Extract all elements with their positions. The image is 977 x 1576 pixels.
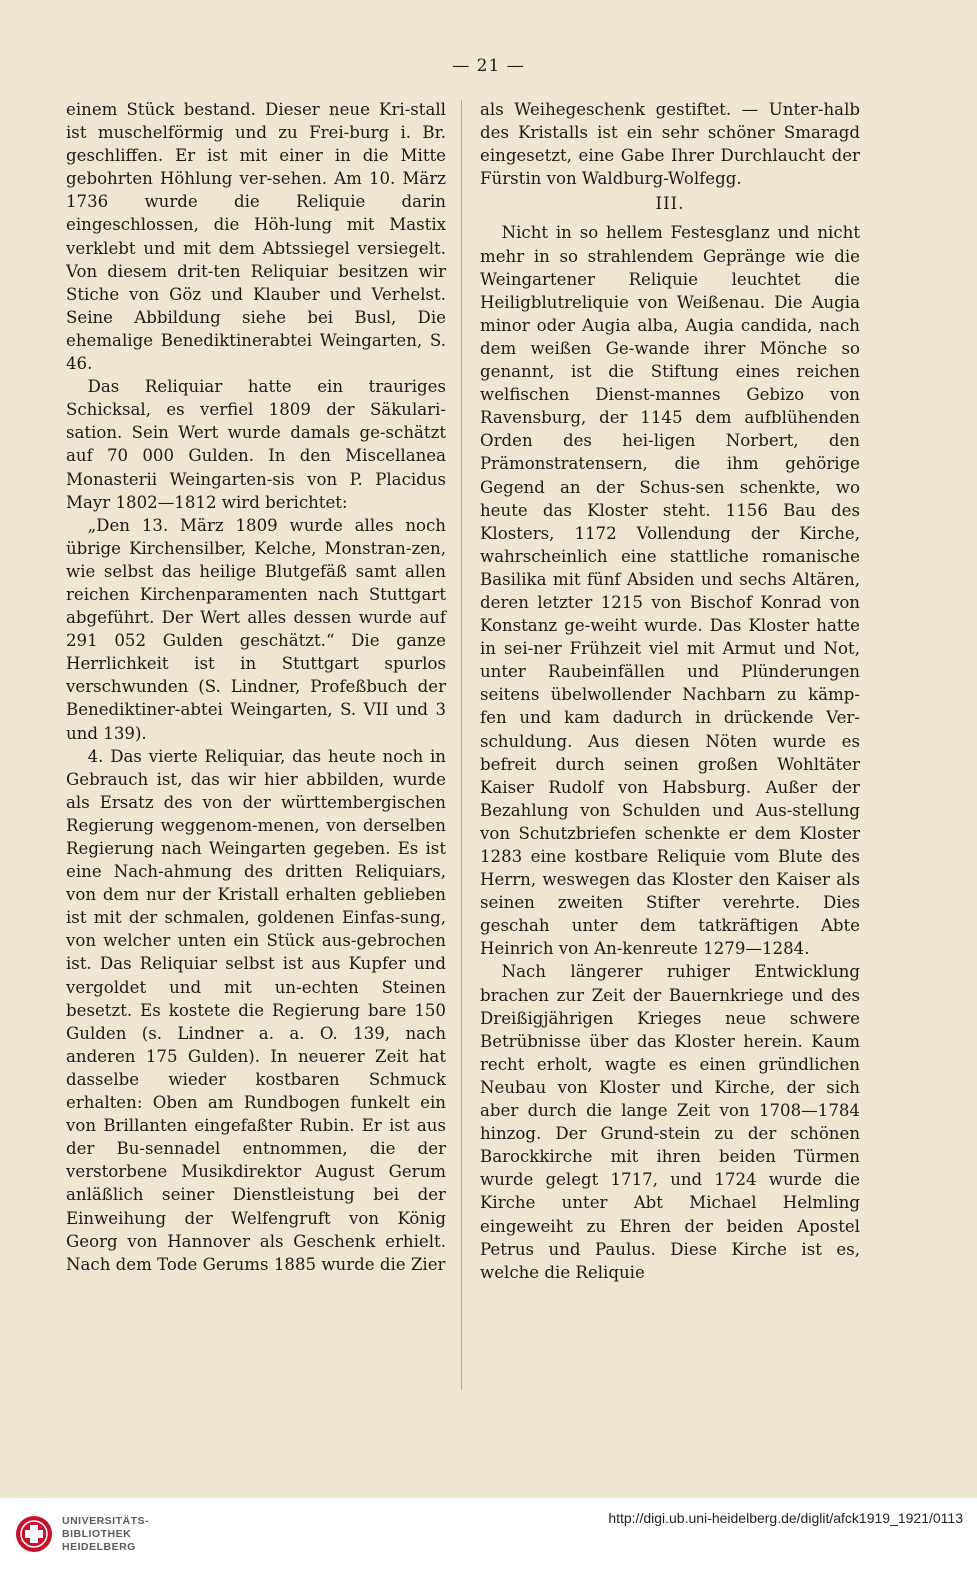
left-column bbox=[66, 98, 446, 1276]
page-number: — 21 — bbox=[452, 56, 525, 76]
paragraph: 4. Das vierte Reliquiar, das heute noch in Gebrauch ist, das wir hier abbilden, wurde als Ersatz des von der württembergischen Regierung weggenom-menen, von derselben Regierung nach Weingarten gegeben. Es ist eine Nach-ahmung des dritten Reliquiars, von dem nur der Kristall erhalten geblieben ist mit der schmalen, goldenen Einfas-sung, von welcher unten ein Stück aus-gebrochen ist. Das Reliquiar selbst ist aus Kupfer und vergoldet und mit un-echten Steinen besetzt. Es kostete die Regierung bare 150 Gulden (s. Lindner a. a. O. 139, nach anderen 175 Gulden). In neuerer Zeit hat dasselbe wieder kostbaren Schmuck erhalten: Oben am Rundbogen funkelt ein von Brillanten eingefaßter Rubin. Er ist aus der Bu-sennadel entnommen, die der verstorbene Musikdirektor August Gerum anläßlich seiner Dienstleistung bei der Einweihung der Welfengruft von König Georg von Hannover als Geschenk erhielt. Nach dem Tode Gerums 1885 wurde die Zier bbox=[66, 746, 446, 1274]
university-seal-icon bbox=[14, 1514, 54, 1554]
paragraph: „Den 13. März 1809 wurde alles noch übrige Kirchensilber, Kelche, Monstran-zen, wie selbst das heilige Blutgefäß samt allen reichen Kirchenparamenten nach Stuttgart abgeführt. Der Wert alles dessen wurde auf 291 052 Gulden geschätzt.“ Die ganze Herrlichkeit ist in Stuttgart spurlos verschwunden (S. Lindner, Profeßbuch der Benediktiner-abtei Weingarten, S. VII und 3 und 139). bbox=[66, 515, 446, 743]
paragraph: einem Stück bestand. Dieser neue Kri-stall ist muschelförmig und zu Frei-burg i. Br. geschliffen. Er ist mit einer in die Mitte gebohrten Höhlung ver-sehen. Am 10. März 1736 wurde die Reliquie darin eingeschlossen, die Höh-lung mit Mastix verklebt und mit dem Abtssiegel versiegelt. Von diesem drit-ten Reliquiar besitzen wir Stiche von Göz und Klauber und Verhelst. Seine Abbildung siehe bei Busl, Die ehemalige Benediktinerabtei Weingarten, S. 46. bbox=[66, 100, 446, 374]
library-logo-text: UNIVERSITÄTS- BIBLIOTHEK HEIDELBERG bbox=[62, 1515, 150, 1553]
right-column bbox=[480, 98, 860, 1284]
source-url-link[interactable]: http://digi.ub.uni-heidelberg.de/diglit/afck1919_1921/0113 bbox=[608, 1510, 963, 1526]
paragraph: Das Reliquiar hatte ein trauriges Schicksal, es verfiel 1809 der Säkulari-sation. Sein Wert wurde damals ge-schätzt auf 70 000 Gulden. In den Miscellanea Monasterii Weingarten-sis von P. Placidus Mayr 1802—1812 wird berichtet: bbox=[66, 377, 446, 512]
section-heading: III. bbox=[655, 194, 685, 214]
column-divider bbox=[461, 100, 462, 1390]
paragraph: Nicht in so hellem Festesglanz und nicht mehr in so strahlendem Gepränge wie die Weingartener Reliquie leuchtet die Heiligblutreliquie von Weißenau. Die Augia minor oder Augia alba, Augia candida, nach dem weißen Ge-wande ihrer Mönche so genannt, ist die Stiftung eines reichen welfischen Dienst-mannes Gebizo von Ravensburg, der 1145 dem aufblühenden Orden des hei-ligen Norbert, den Prämonstratensern, die ihm gehörige Gegend an der Schus-sen schenkte, wo heute das Kloster steht. 1156 Bau des Klosters, 1172 Vollendung der Kirche, wahrscheinlich eine stattliche romanische Basilika mit fünf Absiden und sechs Altären, deren letzter 1215 von Bischof Konrad von Konstanz ge-weiht wurde. Das Kloster hatte in sei-ner Frühzeit viel mit Armut und Not, unter Raubeinfällen und Plünderungen seitens übelwollender Nachbarn zu kämp-fen und kam dadurch in drückende Ver-schuldung. Aus diesen Nöten wurde es befreit durch seinen großen Wohltäter Kaiser Rudolf von Habsburg. Außer der Bezahlung von Schulden und Aus-stellung von Schutzbriefen schenkte er dem Kloster 1283 eine kostbare Reliquie vom Blute des Herrn, weswegen das Kloster den Kaiser als seinen zweiten Stifter verehrte. Dies geschah unter dem tatkräftigen Abte Heinrich von An-kenreute 1279—1284. bbox=[480, 223, 860, 959]
paragraph: als Weihegeschenk gestiftet. — Unter-halb des Kristalls ist ein sehr schöner Smaragd eingesetzt, eine Gabe Ihrer Durchlaucht der Fürstin von Waldburg-Wolfegg. bbox=[480, 100, 860, 189]
paragraph: Nach längerer ruhiger Entwicklung brachen zur Zeit der Bauernkriege und des Dreißigjährigen Krieges neue schwere Betrübnisse über das Kloster herein. Kaum recht erholt, wagte es einen gründlichen Neubau von Kloster und Kirche, der sich aber durch die lange Zeit von 1708—1784 hinzog. Der Grund-stein zu der schönen Barockkirche mit ihren beiden Türmen wurde gelegt 1717, und 1724 wurde die Kirche unter Abt Michael Helmling eingeweiht zu Ehren der beiden Apostel Petrus und Paulus. Diese Kirche ist es, welche die Reliquie bbox=[480, 962, 860, 1282]
viewer-footer bbox=[0, 1498, 977, 1576]
